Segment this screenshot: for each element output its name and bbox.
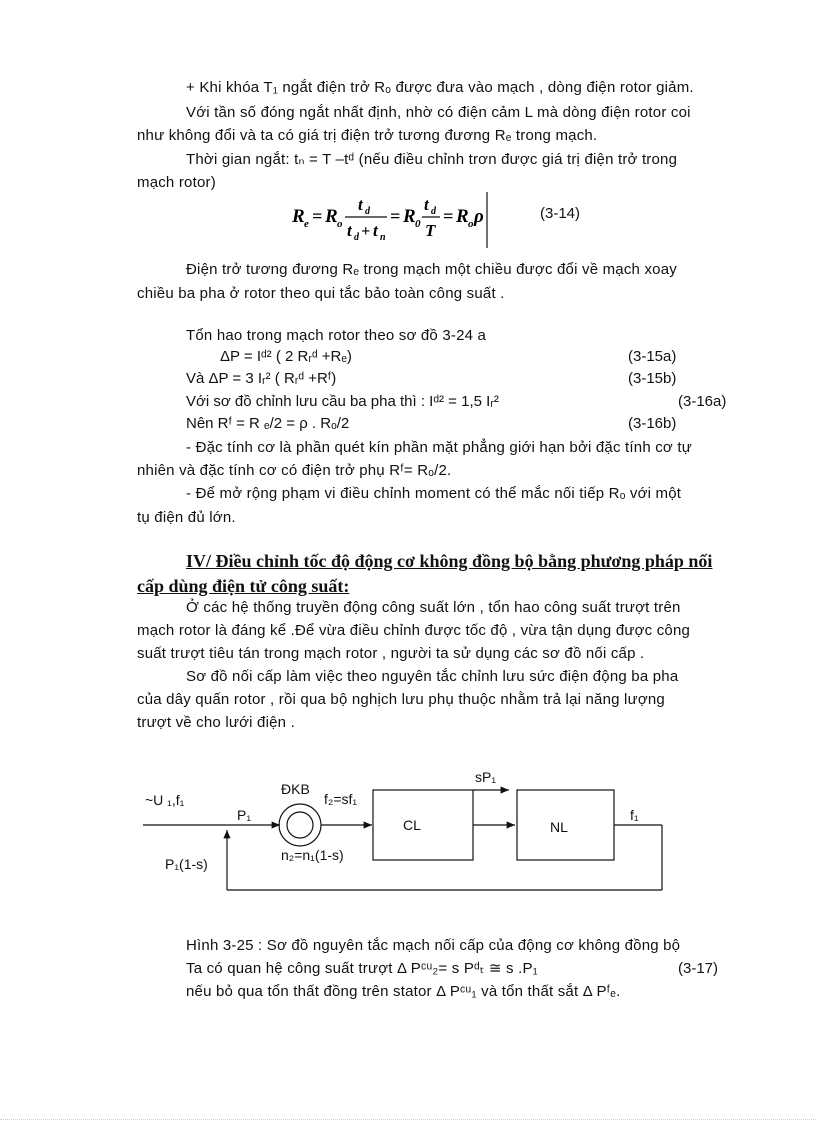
svg-text:t: t: [373, 221, 378, 240]
svg-text:+: +: [361, 223, 371, 240]
para2-line2: chiều ba pha ở rotor theo qui tắc bảo toàn công suất .: [137, 285, 505, 302]
motor-inner-circle: [287, 812, 313, 838]
losses-intro: Tổn hao trong mạch rotor theo sơ đồ 3-24 a: [186, 327, 487, 344]
figure-caption: Hình 3-25 : Sơ đồ nguyên tắc mạch nối cấp của động cơ không đồng bộ: [186, 937, 681, 954]
eq-3-16b: Nên Rᶠ = R ₑ/2 = ρ . Rₒ/2: [186, 415, 350, 432]
label-sp1: sP₁: [475, 769, 497, 785]
relation-3-17-num: (3-17): [678, 960, 719, 977]
relation-note: nếu bỏ qua tổn thất đồng trên stator Δ Pᶜᵘ₁ và tổn thất sắt Δ Pᶠₑ.: [186, 983, 621, 1000]
svg-text:R: R: [403, 206, 416, 227]
svg-text:t: t: [347, 221, 352, 240]
svg-text:ρ: ρ: [474, 206, 484, 227]
svg-text:d: d: [431, 206, 436, 217]
label-input: ~U ₁,f₁: [145, 792, 185, 808]
eq-3-15a: ΔP = Iᵈ² ( 2 Rᵣᵈ +Rₑ): [220, 348, 352, 365]
para1-line4: Thời gian ngắt: tₙ = T –tᵈ (nếu điều chỉnh trơn được giá trị điện trở trong: [186, 151, 678, 168]
svg-text:o: o: [468, 218, 474, 230]
cascade-diagram: [135, 762, 695, 902]
svg-text:0: 0: [415, 218, 421, 230]
relation-3-17: Ta có quan hệ công suất trượt Δ Pᶜᵘ₂= s Pᵈₜ ≅ s .P₁: [186, 960, 538, 977]
bullet1-line2: nhiên và đặc tính cơ có điện trở phụ Rᶠ= Rₒ/2.: [137, 462, 452, 479]
svg-text:=: =: [390, 206, 401, 226]
para2-line1: Điện trở tương đương Rₑ trong mạch một chiều được đổi về mạch xoay: [186, 261, 677, 278]
formula-3-14-label: (3-14): [540, 205, 581, 222]
svg-text:t: t: [424, 195, 429, 214]
cl-box: [373, 790, 473, 860]
section-p1-line2: mạch rotor là đáng kể .Để vừa điều chỉnh được tốc độ , vừa tận dụng được công: [137, 622, 691, 639]
label-n2: n₂=n₁(1-s): [281, 847, 344, 863]
section-p1-line1: Ở các hệ thống truyền động công suất lớn , tổn hao công suất trượt trên: [186, 599, 681, 616]
para1-line2: Với tần số đóng ngắt nhất định, nhờ có điện cảm L mà dòng điện rotor coi: [186, 104, 691, 121]
eq-3-16a: Với sơ đồ chỉnh lưu cầu ba pha thì : Iᵈ² = 1,5 Iᵣ²: [186, 393, 499, 410]
svg-text:R: R: [292, 206, 305, 227]
formula-3-14: [290, 192, 490, 248]
svg-text:T: T: [425, 221, 436, 240]
eq-3-16b-num: (3-16b): [628, 415, 677, 432]
svg-text:t: t: [358, 195, 363, 214]
label-cl: CL: [403, 817, 421, 833]
section-heading-line1: IV/ Điều chỉnh tốc độ động cơ không đồng bộ bằng phương pháp nối: [186, 551, 713, 571]
bullet1-line1: - Đặc tính cơ là phần quét kín phần mặt phẳng giới hạn bởi đặc tính cơ tự: [186, 439, 692, 456]
svg-text:=: =: [443, 206, 454, 226]
label-p1-1s: P₁(1-s): [165, 856, 208, 872]
label-p1: P₁: [237, 807, 252, 823]
bullet2-line2: tụ điện đủ lớn.: [137, 509, 236, 526]
svg-text:e: e: [304, 218, 309, 230]
para1-line5: mạch rotor): [137, 174, 216, 191]
label-f2: f₂=sf₁: [324, 791, 358, 807]
bullet2-line1: - Để mở rộng phạm vi điều chỉnh moment có thể mắc nối tiếp Rₒ với một: [186, 485, 682, 502]
section-p2-line3: trượt về cho lưới điện .: [137, 714, 295, 731]
page-bottom-border: [0, 1119, 816, 1120]
svg-text:n: n: [380, 232, 386, 243]
section-p2-line2: của dây quấn rotor , rồi qua bộ nghịch lưu phụ thuộc nhằm trả lại năng lượng: [137, 691, 665, 708]
motor-outer-circle: [279, 804, 321, 846]
svg-text:=: =: [312, 206, 323, 226]
eq-3-15b-num: (3-15b): [628, 370, 677, 387]
para1-line1: + Khi khóa T₁ ngắt điện trở Rₒ được đưa vào mạch , dòng điện rotor giảm.: [186, 79, 694, 96]
section-heading-line2: cấp dùng điện tử công suất:: [137, 576, 350, 596]
section-p2-line1: Sơ đồ nối cấp làm việc theo nguyên tắc chỉnh lưu sức điện động ba pha: [186, 668, 679, 685]
svg-text:d: d: [365, 206, 370, 217]
eq-3-15a-num: (3-15a): [628, 348, 677, 365]
eq-3-15b: Và ΔP = 3 Iᵣ² ( Rᵣᵈ +Rᶠ): [186, 370, 337, 387]
svg-text:o: o: [337, 218, 343, 230]
label-nl: NL: [550, 819, 568, 835]
label-dkb: ĐKB: [281, 781, 310, 797]
para1-line3: như không đổi và ta có giá trị điện trở tương đương Rₑ trong mạch.: [137, 127, 598, 144]
section-p1-line3: suất trượt tiêu tán trong mạch rotor , người ta sử dụng các sơ đồ nối cấp .: [137, 645, 645, 662]
label-f1: f₁: [630, 807, 639, 823]
eq-3-16a-num: (3-16a): [678, 393, 727, 410]
svg-text:d: d: [354, 232, 359, 243]
svg-text:R: R: [325, 206, 338, 227]
svg-text:R: R: [456, 206, 469, 227]
